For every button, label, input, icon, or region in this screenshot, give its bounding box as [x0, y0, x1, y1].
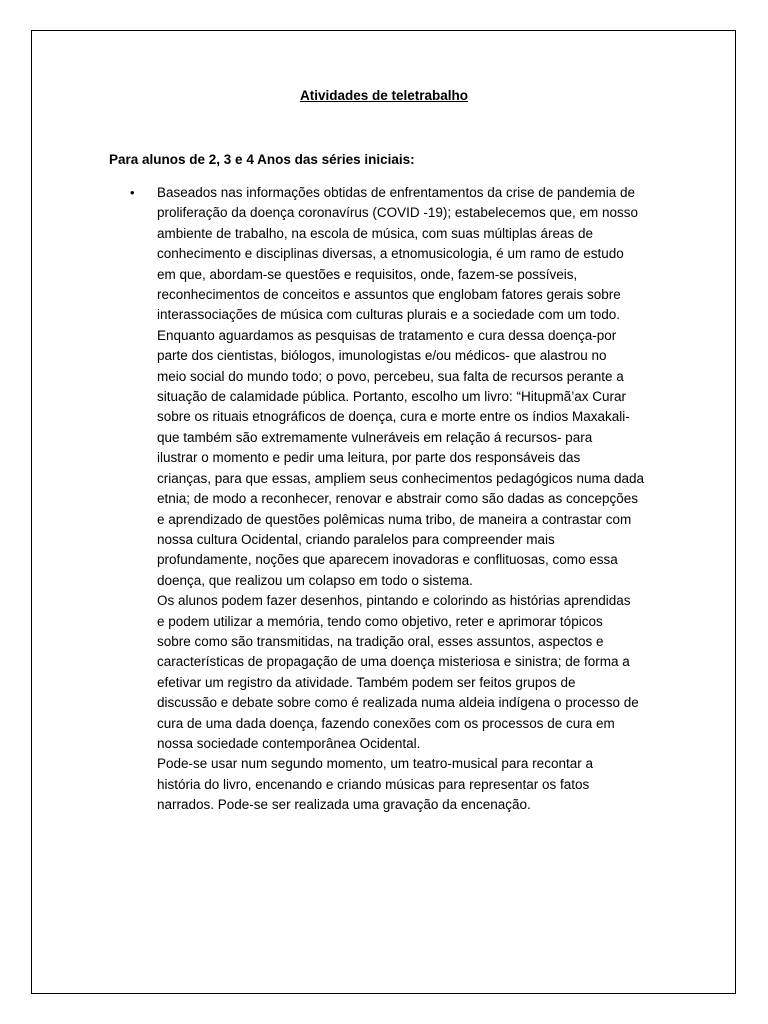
text-line: ambiente de trabalho, na escola de música, com suas múltiplas áreas de [157, 225, 593, 241]
text-line: nossa cultura Ocidental, criando paralelos para compreender mais [157, 531, 555, 547]
section-heading: Para alunos de 2, 3 e 4 Anos das séries iniciais: [109, 152, 415, 167]
text-line: história do livro, encenando e criando músicas para representar os fatos [157, 776, 590, 792]
text-line: reconhecimentos de conceitos e assuntos que englobam fatores gerais sobre [157, 287, 621, 303]
document-title: Atividades de teletrabalho [299, 88, 469, 103]
text-line: proliferação da doença coronavírus (COVID -19); estabelecemos que, em nosso [157, 205, 638, 221]
text-line: conhecimento e disciplinas diversas, a etnomusicologia, é um ramo de estudo [157, 246, 624, 262]
text-line: sobre os rituais etnográficos de doença, cura e morte entre os índios Maxakali- [157, 409, 630, 425]
text-line: características de propagação de uma doença misteriosa e sinistra; de forma a [157, 654, 630, 670]
bullet-marker: • [130, 185, 135, 200]
text-line: e podem utilizar a memória, tendo como objetivo, reter e aprimorar tópicos [157, 613, 603, 629]
text-line: e aprendizado de questões polêmicas numa tribo, de maneira a contrastar com [157, 511, 632, 527]
text-line: Os alunos podem fazer desenhos, pintando e colorindo as histórias aprendidas [157, 593, 631, 609]
text-line: interassociações de música com culturas plurais e a sociedade com um todo. [157, 307, 620, 323]
text-line: nossa sociedade contemporânea Ocidental. [157, 735, 421, 751]
text-line: crianças, para que essas, ampliem seus conhecimentos pedagógicos numa dada [157, 470, 645, 486]
text-line: efetivar um registro da atividade. Também podem ser feitos grupos de [157, 674, 576, 690]
text-line: cura de uma dada doença, fazendo conexões com os processos de cura em [157, 715, 615, 731]
text-line: ilustrar o momento e pedir uma leitura, por parte dos responsáveis das [157, 450, 581, 466]
text-line: Enquanto aguardamos as pesquisas de tratamento e cura dessa doença-por [157, 327, 617, 343]
text-line: etnia; de modo a reconhecer, renovar e abstrair como são dadas as concepções [157, 491, 639, 507]
text-line: discussão e debate sobre como é realizada numa aldeia indígena o processo de [157, 695, 639, 711]
text-line: sobre como são transmitidas, na tradição oral, esses assuntos, aspectos e [157, 633, 604, 649]
text-line: meio social do mundo todo; o povo, percebeu, sua falta de recursos perante a [157, 368, 624, 384]
bullet-paragraph [157, 183, 677, 816]
text-line: doença, que realizou um colapso em todo o sistema. [157, 572, 473, 588]
text-line: situação de calamidade pública. Portanto, escolho um livro: “Hitupmã’ax Curar [157, 389, 626, 405]
text-line: que também são extremamente vulneráveis em relação á recursos- para [157, 429, 593, 445]
text-line: em que, abordam-se questões e requisitos, onde, fazem-se possíveis, [157, 266, 578, 282]
text-line: Pode-se usar num segundo momento, um teatro-musical para recontar a [157, 756, 593, 772]
text-line: parte dos cientistas, biólogos, imunologistas e/ou médicos- que alastrou no [157, 348, 607, 364]
text-line: Baseados nas informações obtidas de enfrentamentos da crise de pandemia de [157, 185, 636, 200]
text-line: profundamente, noções que aparecem inovadoras e conflituosas, como essa [157, 552, 618, 568]
text-line: narrados. Pode-se ser realizada uma gravação da encenação. [157, 797, 531, 813]
